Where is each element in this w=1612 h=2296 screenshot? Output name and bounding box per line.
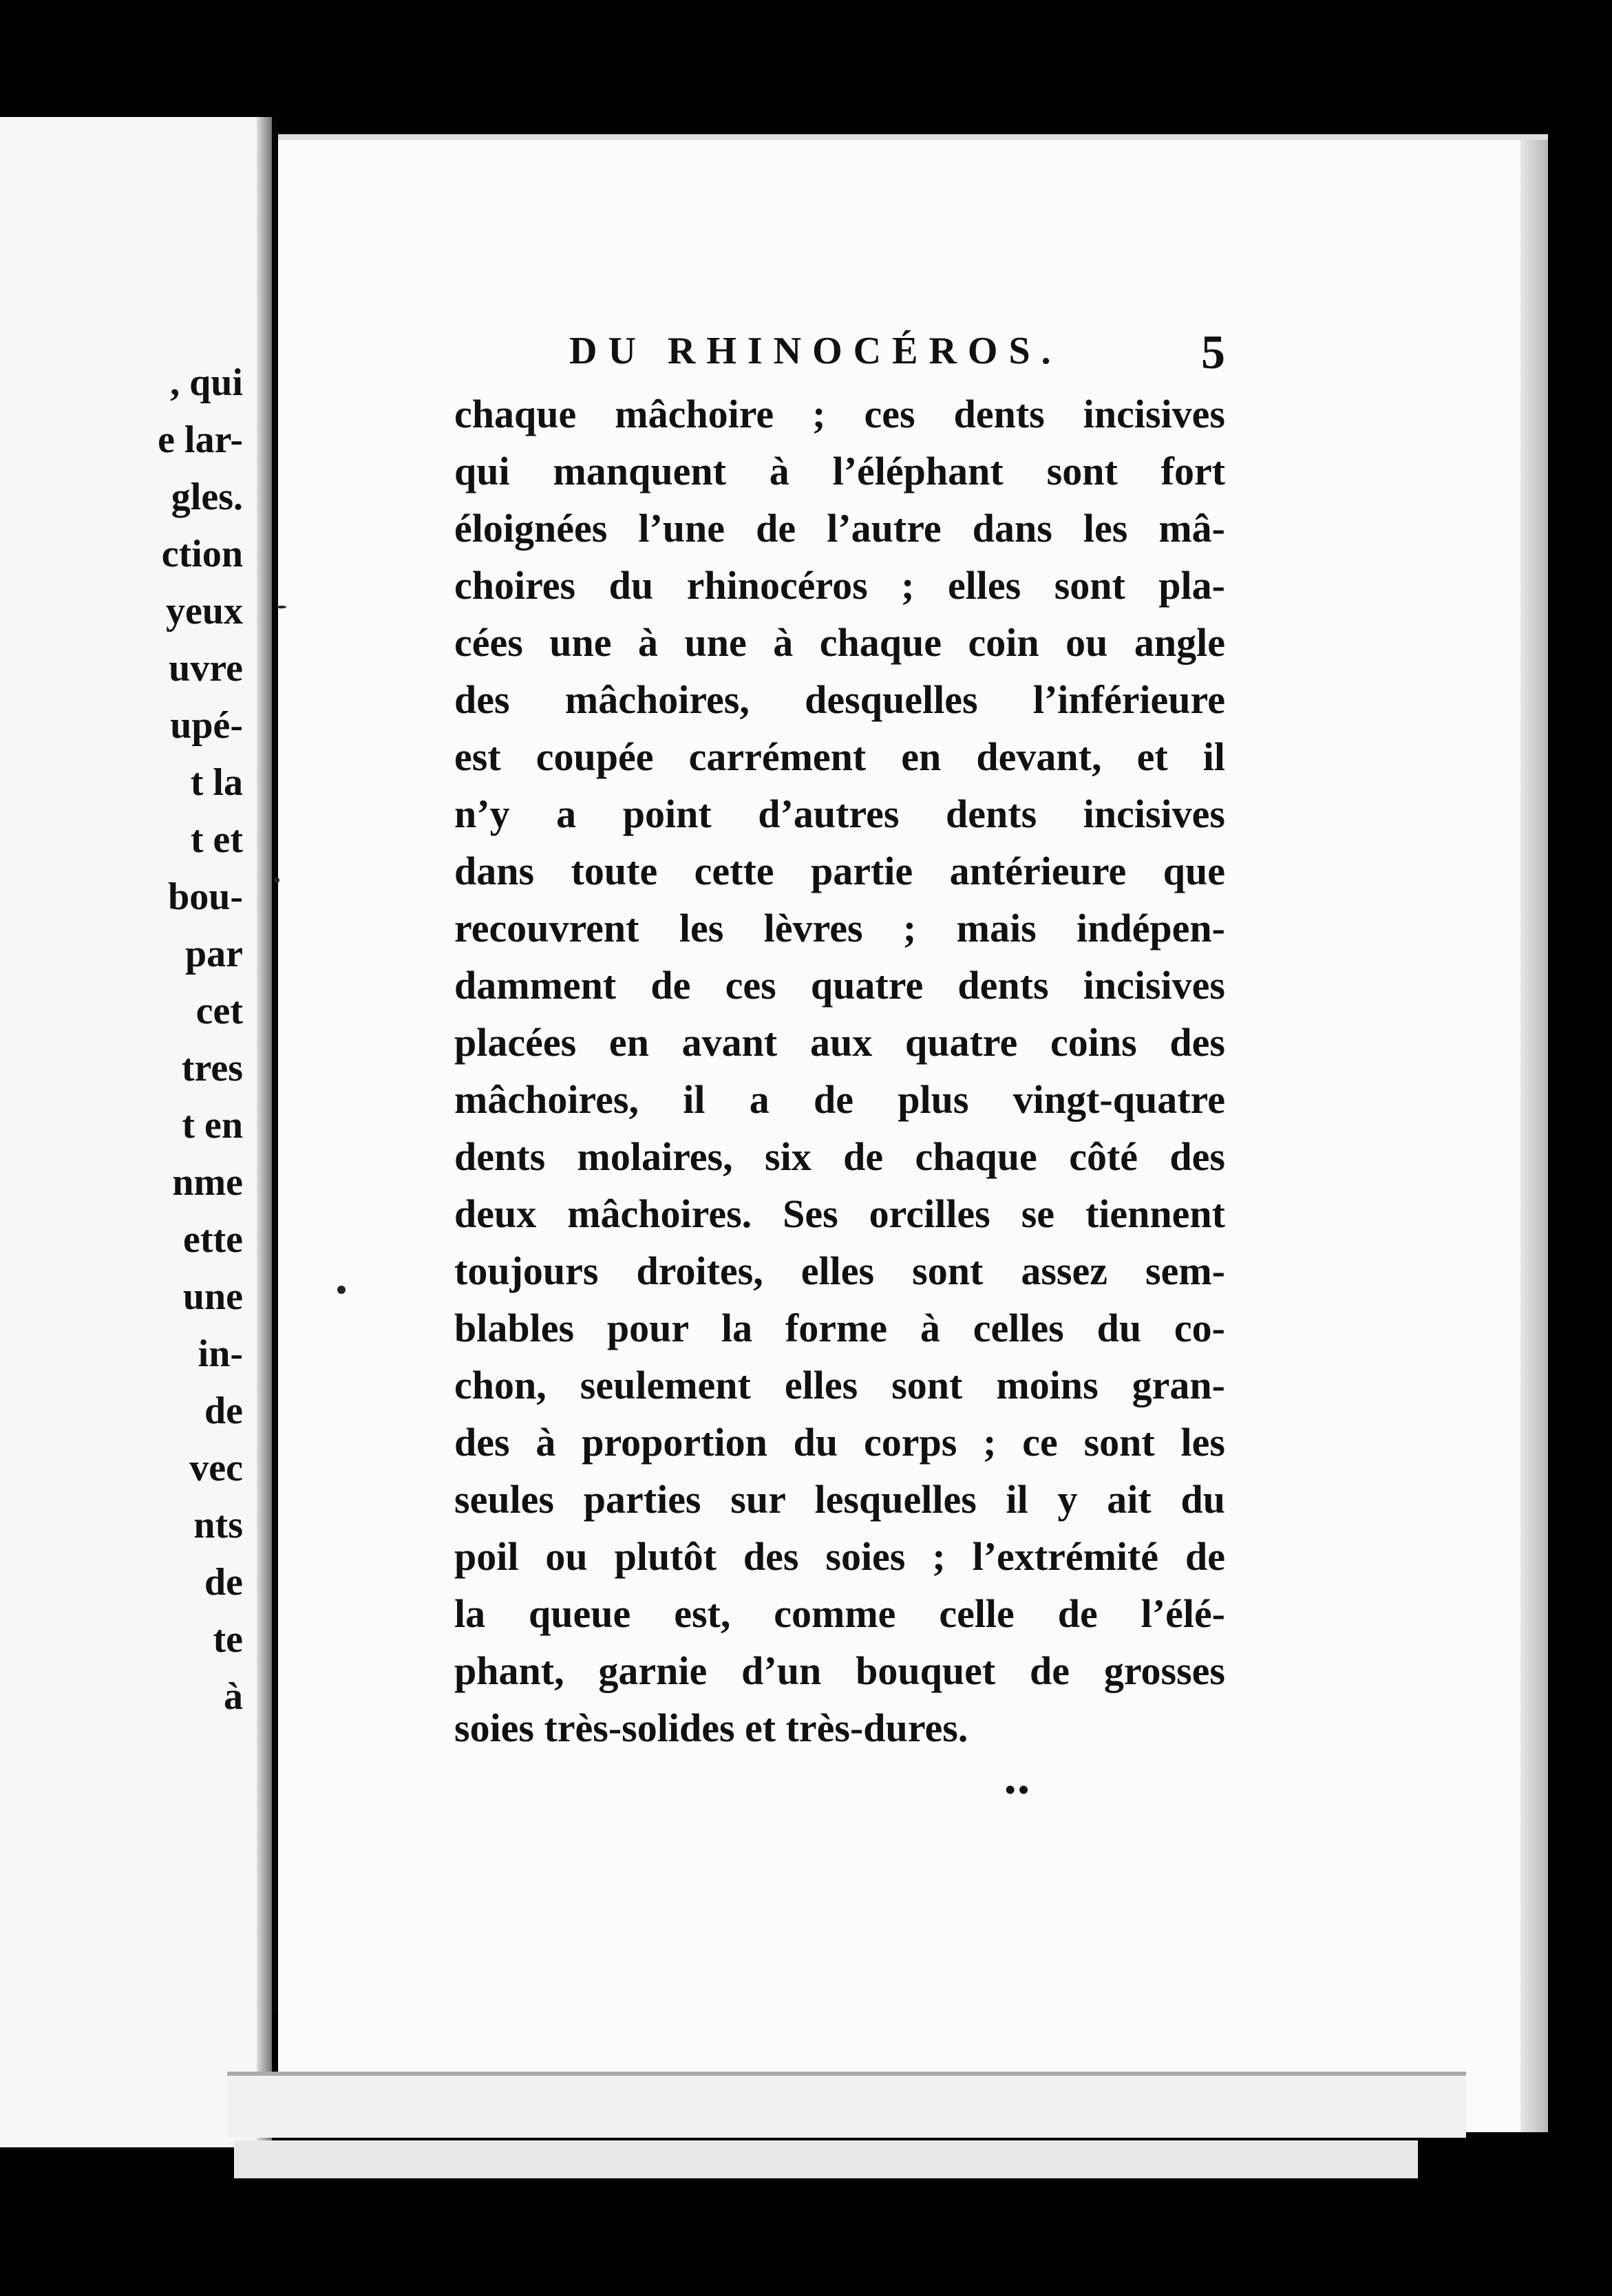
text-line: recouvrent les lèvres ; mais indépen- bbox=[454, 906, 1225, 950]
text-line: damment de ces quatre dents incisives bbox=[454, 963, 1225, 1008]
previous-page-line: vec bbox=[189, 1447, 243, 1489]
previous-page-line: par bbox=[185, 933, 243, 975]
previous-page-line: une bbox=[182, 1275, 243, 1318]
catchword: •• bbox=[1005, 1773, 1032, 1807]
text-line: chon, seulement elles sont moins gran- bbox=[454, 1363, 1225, 1407]
previous-page-line: gles. bbox=[171, 476, 243, 518]
text-line: choires du rhinocéros ; elles sont pla- bbox=[454, 563, 1225, 608]
text-line: est coupée carrément en devant, et il bbox=[454, 734, 1225, 779]
scan-speck bbox=[274, 878, 279, 883]
previous-page-line: t en bbox=[182, 1104, 243, 1147]
previous-page-line: tres bbox=[181, 1047, 243, 1089]
previous-page-line: t la bbox=[190, 761, 243, 804]
text-line: seules parties sur lesquelles il y ait du bbox=[454, 1477, 1225, 1522]
scan-speck bbox=[337, 1286, 346, 1294]
text-line: la queue est, comme celle de l’élé- bbox=[454, 1591, 1225, 1636]
previous-page-fragment bbox=[0, 117, 272, 2147]
previous-page-line: ette bbox=[182, 1218, 243, 1261]
page-edge-shadow bbox=[257, 117, 272, 2147]
page-right-edge bbox=[1520, 140, 1548, 2132]
previous-page-line: t et bbox=[190, 818, 243, 861]
text-line: éloignées l’une de l’autre dans les mâ- bbox=[454, 506, 1225, 551]
text-line: n’y a point d’autres dents incisives bbox=[454, 791, 1225, 836]
page-body-text bbox=[454, 385, 1225, 1756]
previous-page-line: te bbox=[213, 1618, 243, 1661]
previous-page-line: , qui bbox=[170, 361, 243, 404]
page-stack-edge-lower bbox=[234, 2140, 1418, 2178]
page-stack-edge bbox=[227, 2072, 1466, 2138]
previous-page-line: uvre bbox=[169, 647, 243, 690]
page-number: 5 bbox=[1201, 326, 1225, 379]
text-line: blables pour la forme à celles du co- bbox=[454, 1306, 1225, 1350]
text-line: chaque mâchoire ; ces dents incisives bbox=[454, 392, 1225, 436]
previous-page-line: à bbox=[224, 1675, 243, 1718]
scan-speck bbox=[277, 606, 286, 608]
previous-page-line: bou- bbox=[168, 875, 243, 918]
previous-page-line: nme bbox=[172, 1161, 243, 1204]
previous-page-line: e lar- bbox=[158, 418, 243, 461]
text-line: soies très-solides et très-dures. bbox=[454, 1705, 968, 1750]
text-line: dans toute cette partie antérieure que bbox=[454, 849, 1225, 893]
text-line: mâchoires, il a de plus vingt-quatre bbox=[454, 1077, 1225, 1122]
previous-page-line: ction bbox=[161, 533, 243, 575]
text-line: toujours droites, elles sont assez sem- bbox=[454, 1248, 1225, 1293]
previous-page-line: de bbox=[204, 1390, 243, 1432]
previous-page-line: in- bbox=[198, 1332, 243, 1375]
text-line: poil ou plutôt des soies ; l’extrémité de bbox=[454, 1534, 1225, 1579]
text-line: des mâchoires, desquelles l’inférieure bbox=[454, 677, 1225, 722]
text-line: cées une à une à chaque coin ou angle bbox=[454, 620, 1225, 665]
book-gutter bbox=[272, 114, 278, 2013]
text-line: dents molaires, six de chaque côté des bbox=[454, 1134, 1225, 1179]
text-line: phant, garnie d’un bouquet de grosses bbox=[454, 1648, 1225, 1693]
running-head: DU RHINOCÉROS. bbox=[569, 330, 1062, 372]
previous-page-line: upé- bbox=[170, 704, 243, 747]
previous-page-line: de bbox=[204, 1561, 243, 1604]
text-line: qui manquent à l’éléphant sont fort bbox=[454, 449, 1225, 493]
previous-page-line: yeux bbox=[166, 590, 243, 633]
text-line: des à proportion du corps ; ce sont les bbox=[454, 1420, 1225, 1465]
previous-page-text bbox=[158, 354, 243, 1725]
text-line: placées en avant aux quatre coins des bbox=[454, 1020, 1225, 1065]
previous-page-line: cet bbox=[195, 990, 243, 1032]
text-line: deux mâchoires. Ses orcilles se tiennent bbox=[454, 1191, 1225, 1236]
previous-page-line: nts bbox=[193, 1504, 243, 1546]
